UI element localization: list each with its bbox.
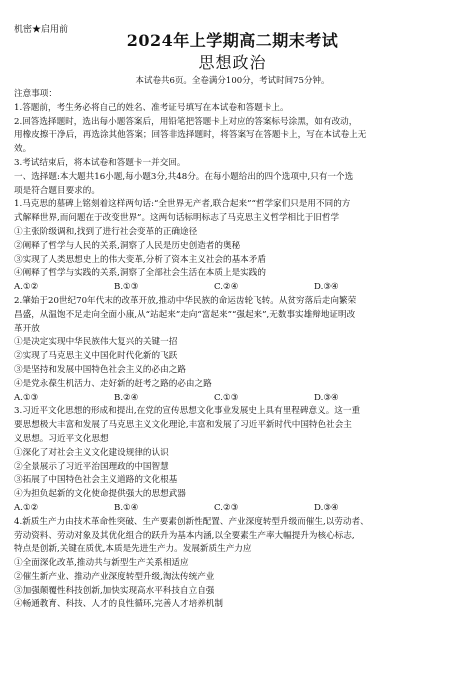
exam-subject: 思想政治	[198, 53, 267, 72]
note-line: 1.答题前，考生务必将自己的姓名、准考证号填写在本试卷和答题卡上。	[14, 102, 289, 113]
question-1-option: ①主张阶级调和,找到了进行社会变革的正确途径	[14, 226, 198, 237]
question-3-choices	[14, 502, 414, 516]
choice-b: B.①④	[114, 502, 139, 513]
question-2-stem: 2.肇始于20世纪70年代末的改革开放,推动中华民族的命运齿轮飞转。从贫穷落后走向繁荣	[14, 295, 357, 306]
question-3-stem: 要思想极大丰富和发展了马克思主义文化理论,丰富和发展了习近平新时代中国特色社会主	[14, 420, 352, 431]
note-line: 3.考试结束后，将本试卷和答题卡一并交回。	[14, 157, 186, 168]
question-3-option: ③拓展了中国特色社会主义道路的文化根基	[14, 475, 178, 486]
question-2-stem: 革开放	[14, 323, 40, 334]
secret-label: 机密★启用前	[14, 25, 69, 35]
choice-a: A.①②	[14, 282, 39, 293]
question-4-option: ①全面深化改革,推动共与新型生产关系相适应	[14, 558, 189, 569]
choice-a: A.①②	[14, 502, 39, 513]
question-1-choices	[14, 281, 414, 295]
question-4-option: ②催生新产业、推动产业深度转型升级,淘汰传统产业	[14, 571, 215, 582]
question-2-option: ④是党永葆生机活力、走好新的赶考之路的必由之路	[14, 378, 212, 389]
choice-b: B.②④	[114, 392, 139, 403]
question-4-option: ④畅通教育、科技、人才的良性循环,完善人才培养机制	[14, 599, 223, 610]
section-heading: 一、选择题:本大题共16小题,每小题3分,共48分。在每小题给出的四个选项中,只有一个选	[14, 171, 354, 182]
question-4-option: ③加强颠覆性科技创新,加快实现高水平科技自立自强	[14, 585, 215, 596]
question-3-stem: 3.习近平文化思想的形成和提出,在党的宣传思想文化事业发展史上具有里程碑意义。这一重	[14, 406, 361, 417]
choice-a: A.①③	[14, 392, 39, 403]
choice-d: D.③④	[314, 502, 339, 513]
question-2-option: ③是坚持和发展中国特色社会主义的必由之路	[14, 364, 186, 375]
note-line: 效。	[14, 144, 32, 155]
question-1-stem: 式解释世界,而问题在于改变世界”。这两句话标明标志了马克思主义哲学相比于旧哲学	[14, 213, 340, 224]
choice-d: D.③④	[314, 282, 339, 293]
question-3-stem: 义思想。习近平文化思想	[14, 433, 109, 444]
question-4-stem: 劳动资料、劳动对象及其优化组合的跃升为基本内涵,以全要素生产率大幅提升为核心标志,	[14, 530, 355, 541]
exam-content	[14, 88, 454, 612]
question-1-option: ②阐释了哲学与人民的关系,洞察了人民是历史创造者的奥秘	[14, 240, 241, 251]
choice-c: C.①③	[214, 392, 239, 403]
choice-b: B.①③	[114, 282, 139, 293]
question-2-option: ①是决定实现中华民族伟大复兴的关键一招	[14, 337, 178, 348]
notes-title: 注意事项：	[14, 89, 57, 99]
choice-d: D.③④	[314, 392, 339, 403]
question-4-stem: 特点是创新,关键在质优,本质是先进生产力。发展新质生产力应	[14, 544, 252, 555]
exam-info: 本试卷共6页。全卷满分100分，考试时间75分钟。	[135, 76, 330, 86]
section-heading: 项是符合题目要求的。	[14, 185, 100, 196]
question-3-option: ②全景展示了习近平治国理政的中国智慧	[14, 461, 169, 472]
choice-c: C.②④	[214, 282, 239, 293]
exam-title: 2024年上学期高二期末考试	[126, 31, 339, 50]
note-line: 2.回答选择题时，选出每小题答案后，用铅笔把答题卡上对应的答案标号涂黑，如有改动，	[14, 116, 358, 127]
question-1-option: ③实现了人类思想史上的伟大变革,分析了资本主义社会的基本矛盾	[14, 254, 266, 265]
question-2-stem: 昌盛，从温饱不足走向全面小康,从“站起来”走向“富起来”“强起来”,无数事实雄辩地证明改	[14, 309, 356, 320]
question-1-stem: 1.马克思的墓碑上铭刻着这样两句话:“全世界无产者,联合起来”“哲学家们只是用不同的方	[14, 199, 351, 210]
question-4-stem: 4.新质生产力由技术革命性突破、生产要素创新性配置、产业深度转型升级而催生,以劳动者、	[14, 516, 369, 527]
question-2-option: ②实现了马克思主义中国化时代化新的飞跃	[14, 351, 178, 362]
question-1-option: ④阐释了哲学与实践的关系,洞察了全部社会生活在本质上是实践的	[14, 268, 266, 279]
question-3-option: ①深化了对社会主义文化建设规律的认识	[14, 447, 169, 458]
question-2-choices	[14, 392, 414, 406]
note-line: 用橡皮擦干净后，再选涂其他答案；回答非选择题时，将答案写在答题卡上，写在本试卷上无	[14, 130, 367, 141]
question-3-option: ④为担负起新的文化使命提供强大的思想武器	[14, 489, 186, 500]
choice-c: C.②③	[214, 502, 239, 513]
